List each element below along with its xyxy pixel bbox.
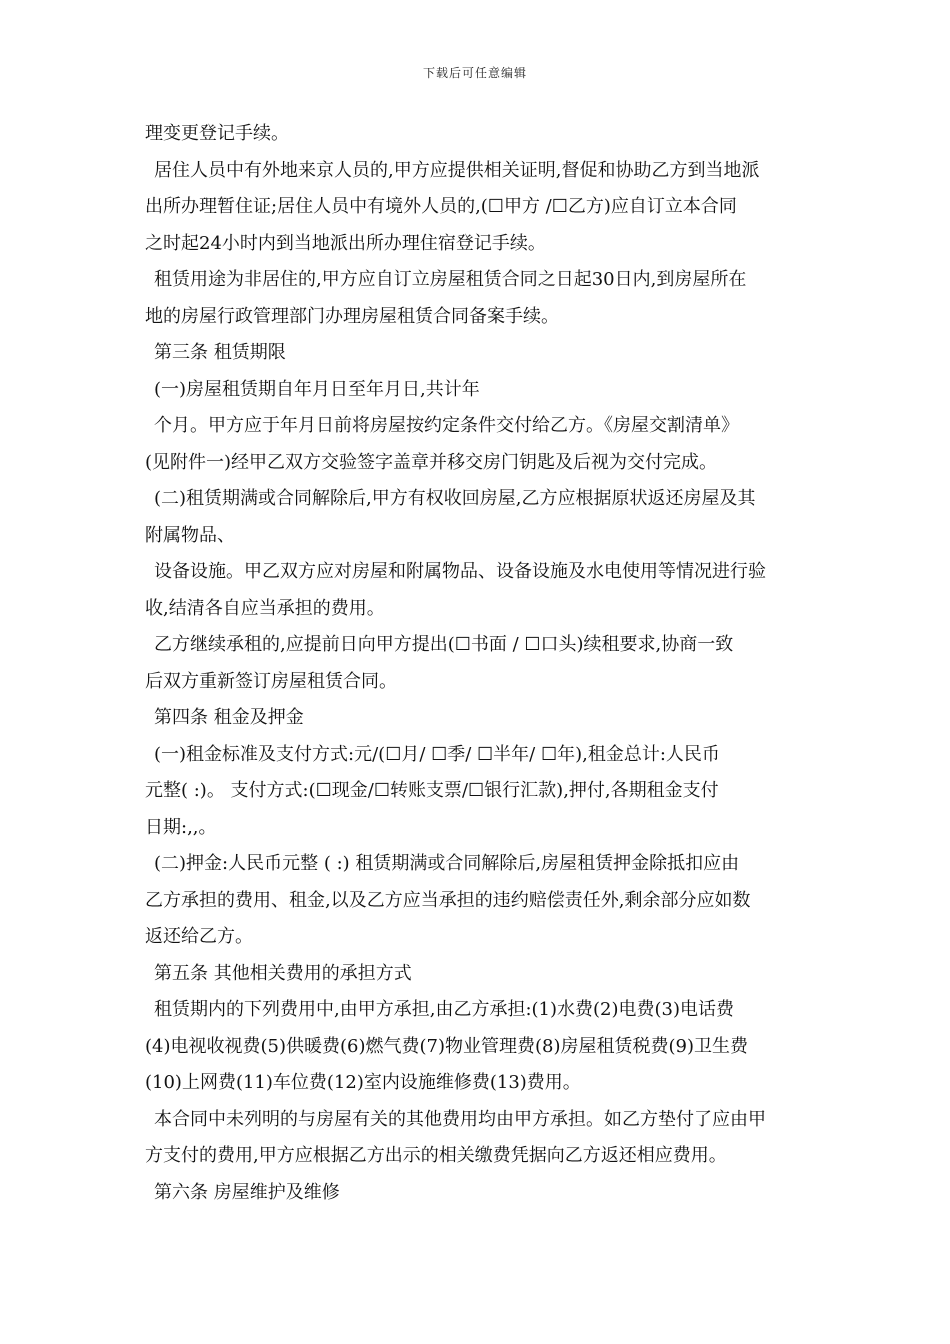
document-line: 第三条 租赁期限 bbox=[154, 342, 286, 363]
document-line: 第六条 房屋维护及维修 bbox=[154, 1181, 340, 1203]
document-line: (一)租金标准及支付方式:元/(☐月/ ☐季/ ☐半年/ ☐年),租金总计:人民币 bbox=[154, 743, 720, 765]
document-line: 租赁用途为非居住的,甲方应自订立房屋租赁合同之日起30日内,到房屋所在 bbox=[154, 269, 747, 290]
document-line: 第五条 其他相关费用的承担方式 bbox=[154, 962, 412, 984]
document-line: 第四条 租金及押金 bbox=[154, 707, 304, 728]
document-line: 后双方重新签订房屋租赁合同。 bbox=[145, 670, 397, 692]
document-line: 方支付的费用,甲方应根据乙方出示的相关缴费凭据向乙方返还相应费用。 bbox=[145, 1145, 727, 1166]
document-line: (二)押金:人民币元整 ( :) 租赁期满或合同解除后,房屋租赁押金除抵扣应由 bbox=[154, 853, 740, 874]
page-header-note: 下载后可任意编辑 bbox=[422, 66, 527, 80]
document-line: (10)上网费(11)车位费(12)室内设施维修费(13)费用。 bbox=[145, 1072, 581, 1093]
document-line: 收,结清各自应当承担的费用。 bbox=[145, 597, 385, 619]
document-line: (见附件一)经甲乙双方交验签字盖章并移交房门钥匙及后视为交付完成。 bbox=[145, 451, 718, 473]
document-line: 附属物品、 bbox=[145, 524, 235, 546]
document-line: (一)房屋租赁期自年月日至年月日,共计年 bbox=[154, 378, 480, 400]
document-line: 居住人员中有外地来京人员的,甲方应提供相关证明,督促和协助乙方到当地派 bbox=[154, 159, 760, 181]
document-body bbox=[145, 116, 810, 1211]
document-line: 本合同中未列明的与房屋有关的其他费用均由甲方承担。如乙方垫付了应由甲 bbox=[154, 1108, 766, 1130]
document-line: 之时起24小时内到当地派出所办理住宿登记手续。 bbox=[145, 232, 546, 254]
document-line: 出所办理暂住证;居住人员中有境外人员的,(☐甲方 /☐乙方)应自订立本合同 bbox=[145, 196, 737, 217]
document-line: 乙方继续承租的,应提前日向甲方提出(☐书面 / ☐口头)续租要求,协商一致 bbox=[154, 634, 734, 655]
document-line: 元整( :)。 支付方式:(☐现金/☐转账支票/☐银行汇款),押付,各期租金支付 bbox=[145, 780, 719, 801]
document-line: 日期:,,。 bbox=[145, 816, 217, 838]
document-line: 理变更登记手续。 bbox=[145, 123, 289, 144]
document-line: 设备设施。甲乙双方应对房屋和附属物品、设备设施及水电使用等情况进行验 bbox=[154, 561, 766, 582]
document-line: 地的房屋行政管理部门办理房屋租赁合同备案手续。 bbox=[145, 305, 559, 327]
document-line: 乙方承担的费用、租金,以及乙方应当承担的违约赔偿责任外,剩余部分应如数 bbox=[145, 889, 751, 911]
document-line: 租赁期内的下列费用中,由甲方承担,由乙方承担:(1)水费(2)电费(3)电话费 bbox=[154, 999, 734, 1020]
document-line: 个月。甲方应于年月日前将房屋按约定条件交付给乙方。《房屋交割清单》 bbox=[154, 415, 739, 436]
document-line: (二)租赁期满或合同解除后,甲方有权收回房屋,乙方应根据原状返还房屋及其 bbox=[154, 488, 756, 509]
document-line: 返还给乙方。 bbox=[145, 926, 253, 947]
document-line: (4)电视收视费(5)供暖费(6)燃气费(7)物业管理费(8)房屋租赁税费(9)卫生费 bbox=[145, 1035, 748, 1057]
